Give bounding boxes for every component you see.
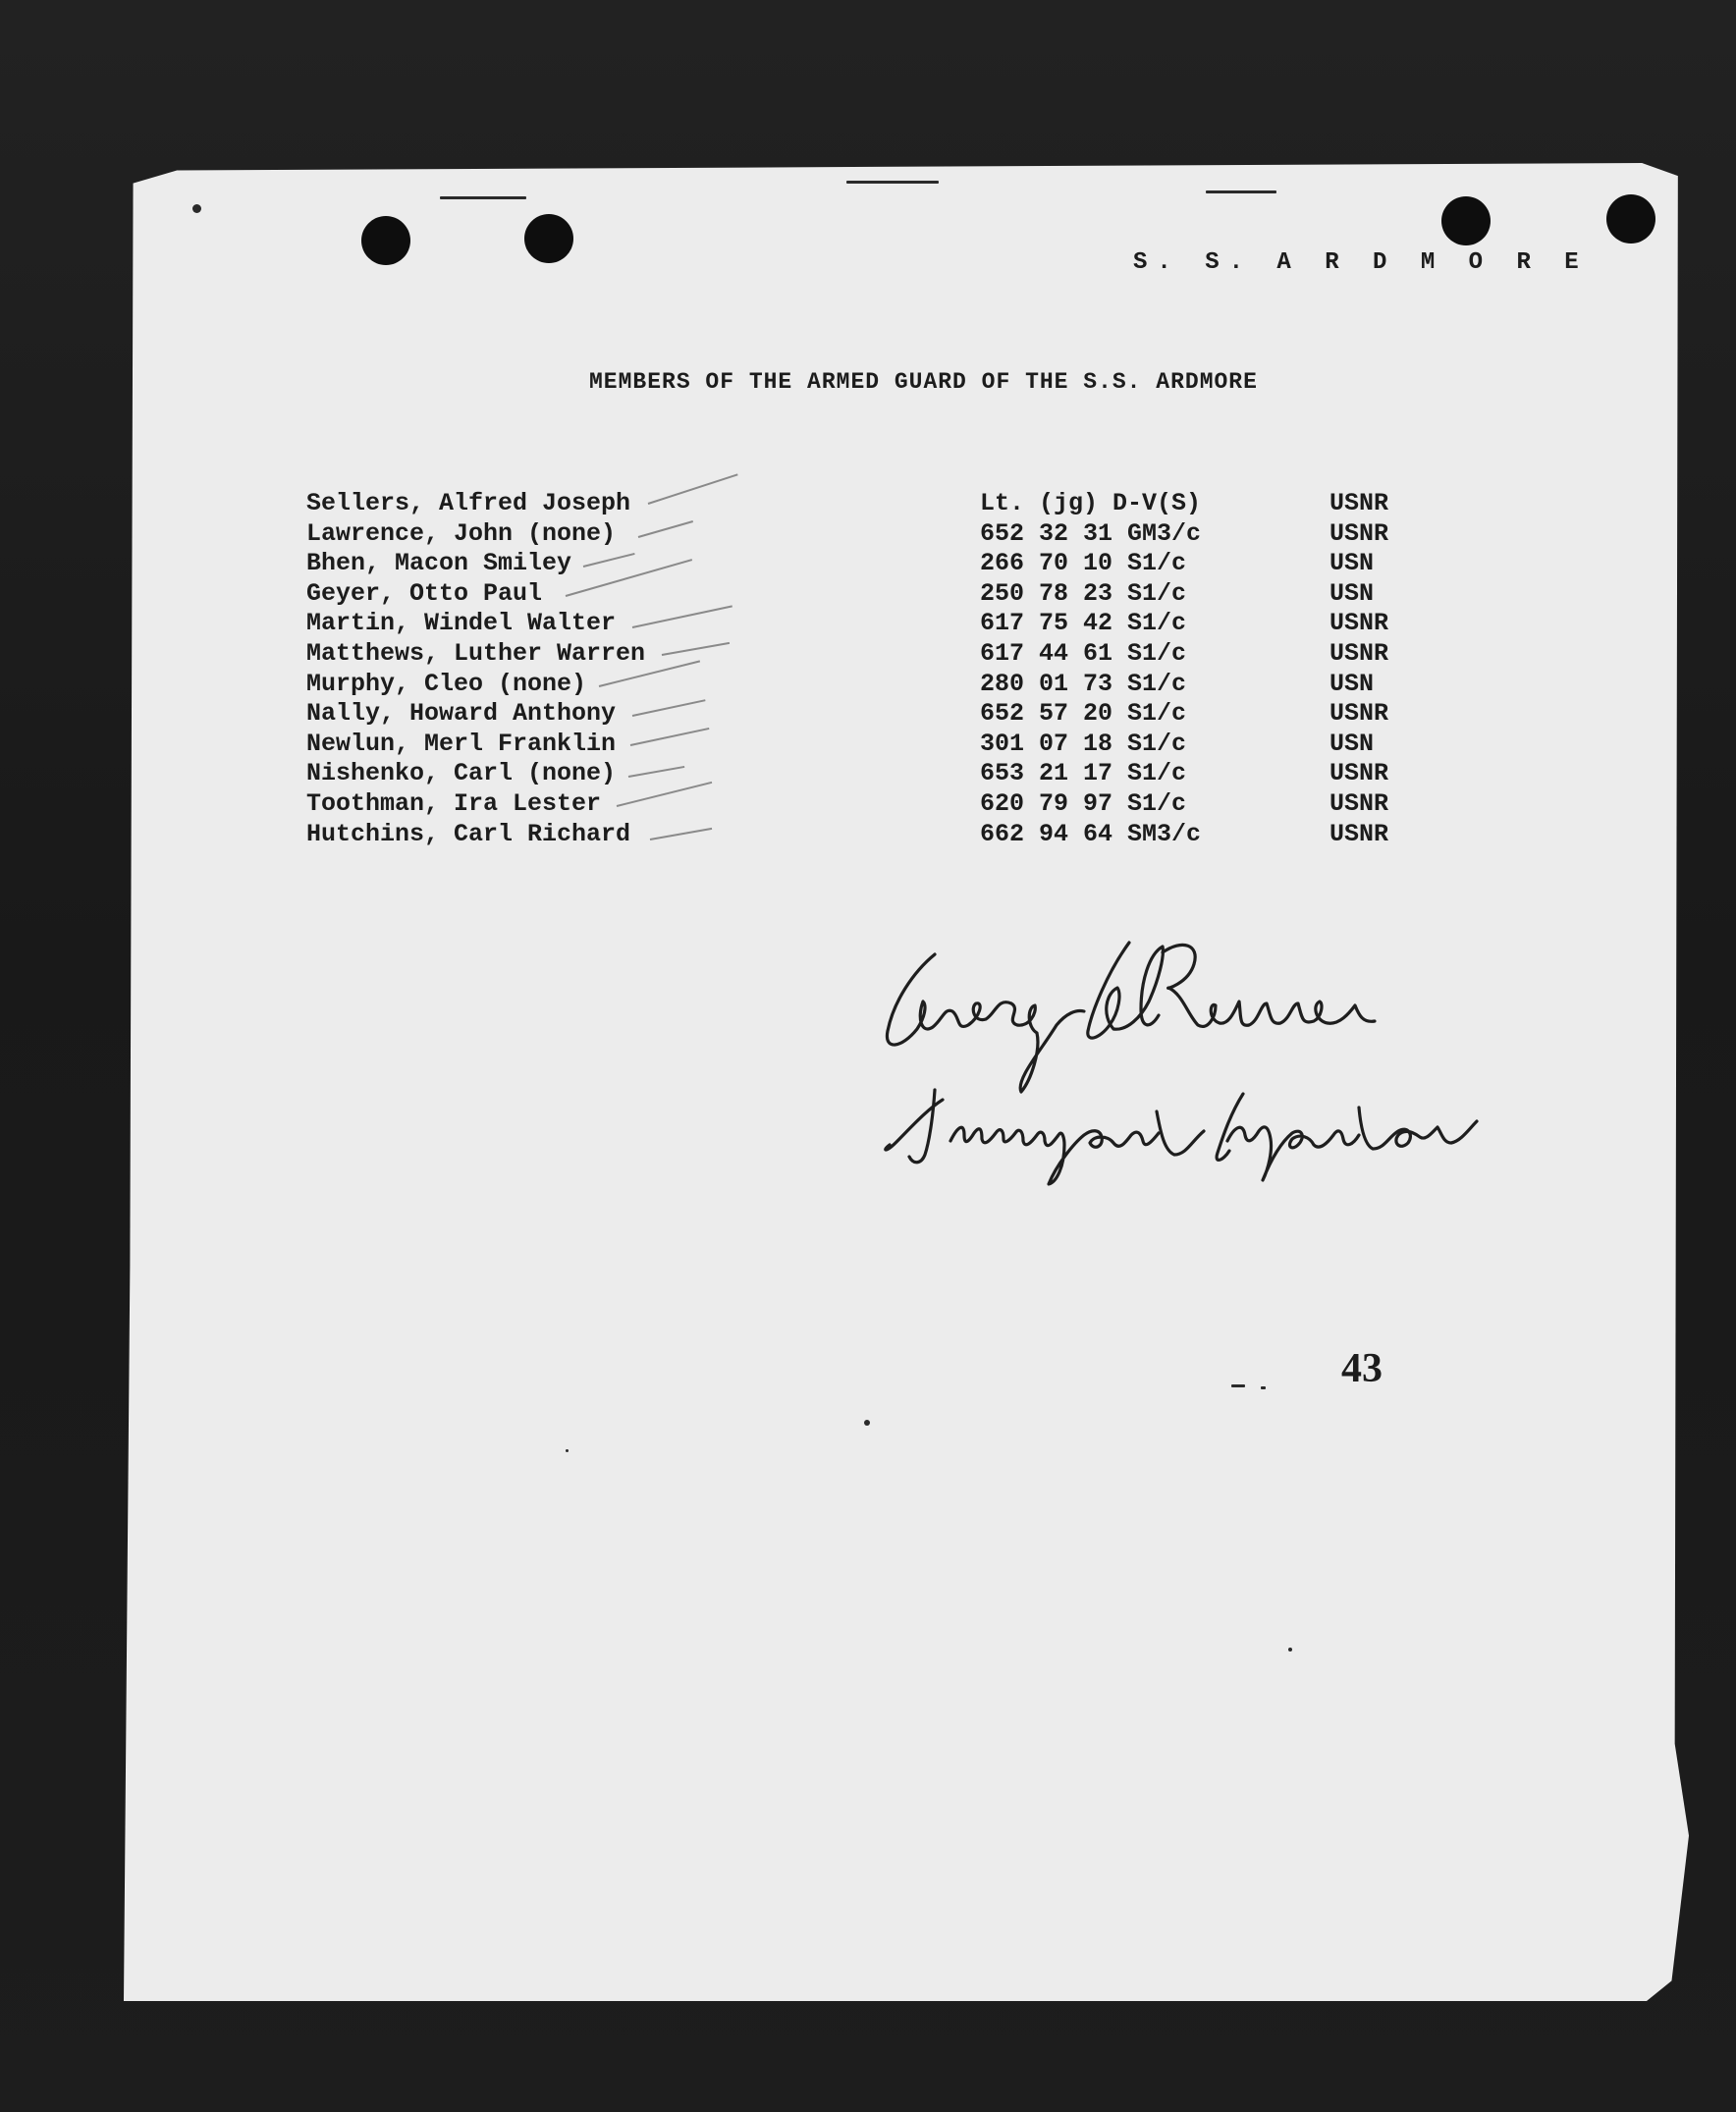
document-title: MEMBERS OF THE ARMED GUARD OF THE S.S. ARDMORE: [589, 369, 1258, 395]
armed-guard-roster: [306, 489, 1436, 849]
paper-speck: [864, 1420, 870, 1426]
paper-speck: [846, 181, 939, 184]
roster-row: [306, 489, 1436, 519]
service-number-rating: 617 44 61 S1/c: [980, 638, 1187, 668]
member-name: Newlun, Merl Franklin: [306, 729, 617, 758]
roster-row: [306, 670, 1436, 700]
punch-hole: [361, 216, 410, 265]
member-name: Toothman, Ira Lester: [306, 788, 602, 818]
roster-row: [306, 639, 1436, 670]
member-name: Hutchins, Carl Richard: [306, 819, 631, 848]
punch-hole: [524, 214, 573, 263]
branch: USNR: [1329, 819, 1389, 848]
member-name: Lawrence, John (none): [306, 518, 617, 548]
service-number-rating: 620 79 97 S1/c: [980, 788, 1187, 818]
service-number-rating: 653 21 17 S1/c: [980, 759, 1187, 788]
branch: USNR: [1329, 699, 1389, 729]
paper-speck: [1261, 1386, 1266, 1389]
member-name: Nally, Howard Anthony: [306, 699, 617, 729]
branch: USNR: [1329, 518, 1389, 548]
branch: USNR: [1329, 788, 1389, 818]
service-number-rating: 301 07 18 S1/c: [980, 729, 1187, 758]
roster-row: [306, 579, 1436, 610]
ship-header: S. S. A R D M O R E: [1133, 249, 1589, 276]
roster-row: [306, 730, 1436, 760]
branch: USNR: [1329, 609, 1389, 638]
member-name: Sellers, Alfred Joseph: [306, 489, 631, 517]
paper-speck: [566, 1449, 569, 1452]
page-number: 43: [1341, 1346, 1383, 1391]
service-number-rating: 250 78 23 S1/c: [980, 578, 1187, 608]
service-number-rating: 652 57 20 S1/c: [980, 699, 1187, 729]
handwritten-signature: [874, 933, 1502, 1188]
member-name: Nishenko, Carl (none): [306, 759, 617, 788]
service-number-rating: Lt. (jg) D-V(S): [980, 489, 1202, 517]
branch: USNR: [1329, 638, 1389, 668]
paper-speck: [1231, 1384, 1245, 1387]
paper-speck: [440, 196, 526, 199]
punch-hole: [1441, 196, 1491, 245]
member-name: Matthews, Luther Warren: [306, 638, 646, 668]
roster-row: [306, 549, 1436, 579]
member-name: Murphy, Cleo (none): [306, 669, 587, 698]
branch: USNR: [1329, 759, 1389, 788]
service-number-rating: 652 32 31 GM3/c: [980, 518, 1202, 548]
branch: USNR: [1329, 489, 1389, 517]
roster-row: [306, 699, 1436, 730]
service-number-rating: 280 01 73 S1/c: [980, 669, 1187, 698]
roster-row: [306, 759, 1436, 789]
branch: USN: [1329, 669, 1375, 698]
member-name: Bhen, Macon Smiley: [306, 549, 572, 578]
roster-row: [306, 820, 1436, 850]
paper-speck: [192, 204, 201, 213]
branch: USN: [1329, 578, 1375, 608]
branch: USN: [1329, 549, 1375, 578]
branch: USN: [1329, 729, 1375, 758]
roster-row: [306, 519, 1436, 550]
punch-hole: [1606, 194, 1655, 244]
roster-row: [306, 789, 1436, 820]
paper-speck: [1206, 190, 1276, 193]
service-number-rating: 662 94 64 SM3/c: [980, 819, 1202, 848]
service-number-rating: 266 70 10 S1/c: [980, 549, 1187, 578]
roster-row: [306, 609, 1436, 639]
service-number-rating: 617 75 42 S1/c: [980, 609, 1187, 638]
member-name: Geyer, Otto Paul: [306, 578, 543, 608]
paper-speck: [1288, 1648, 1292, 1652]
member-name: Martin, Windel Walter: [306, 609, 617, 638]
